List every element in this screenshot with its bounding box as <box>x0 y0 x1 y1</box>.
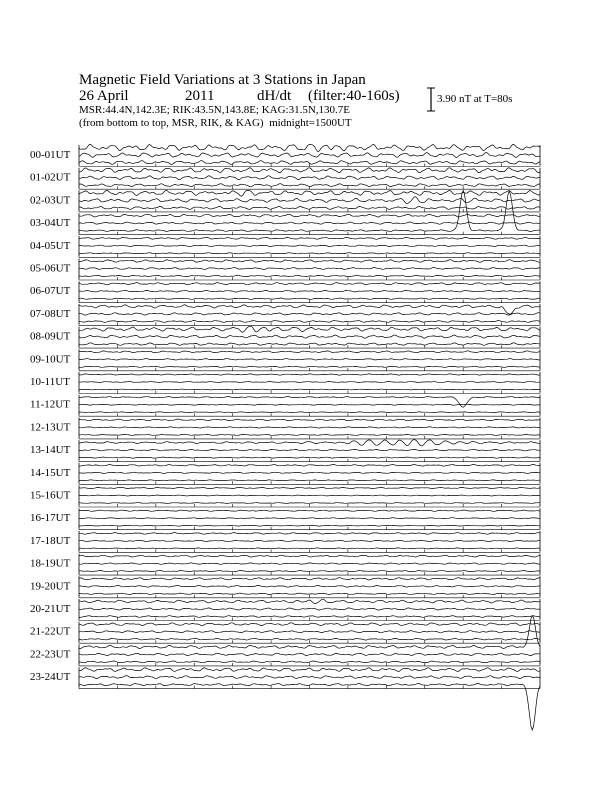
scale-bar <box>427 88 435 111</box>
station-trace-rik <box>79 676 540 679</box>
station-trace-rik <box>79 472 540 473</box>
station-trace-rik <box>79 586 540 588</box>
station-trace-kag <box>79 555 540 557</box>
station-trace-kag <box>79 374 540 375</box>
station-trace-msr <box>79 434 540 435</box>
station-trace-rik <box>79 449 540 450</box>
hour-label: 05-06UT <box>30 262 71 275</box>
station-trace-kag <box>79 237 540 239</box>
hour-label: 10-11UT <box>30 376 70 388</box>
station-trace-kag <box>79 623 540 626</box>
hour-label: 14-15UT <box>30 466 71 479</box>
hour-label: 09-10UT <box>30 353 71 366</box>
hour-row <box>30 616 540 666</box>
station-trace-rik <box>79 335 540 338</box>
hour-row <box>30 236 540 257</box>
station-trace-rik <box>79 222 540 224</box>
station-trace-msr <box>79 638 540 640</box>
hour-row <box>30 554 540 576</box>
station-trace-kag <box>79 305 540 314</box>
station-trace-kag <box>79 214 540 217</box>
station-trace-rik <box>79 359 540 360</box>
station-trace-rik <box>79 290 540 292</box>
station-trace-msr <box>79 275 540 277</box>
hour-row <box>30 168 540 190</box>
station-trace-rik <box>79 495 540 496</box>
hour-row <box>30 531 540 553</box>
station-trace-kag <box>79 144 540 151</box>
date-day: 26 April <box>79 88 129 104</box>
hour-row <box>30 190 540 212</box>
station-trace-msr <box>79 412 540 413</box>
station-trace-kag <box>79 351 540 353</box>
hour-label: 23-24UT <box>30 671 71 684</box>
hour-row <box>30 667 540 730</box>
station-trace-kag <box>79 397 540 408</box>
station-trace-rik <box>79 268 540 270</box>
hour-label: 20-21UT <box>30 603 71 615</box>
hour-row <box>30 349 540 371</box>
station-trace-msr <box>79 571 540 572</box>
hour-label: 06-07UT <box>30 285 71 298</box>
date-year: 2011 <box>185 88 215 104</box>
station-trace-rik <box>79 540 540 541</box>
hour-label: 22-23UT <box>30 648 71 661</box>
station-trace-rik <box>79 631 540 633</box>
station-trace-msr <box>79 457 540 458</box>
station-trace-msr <box>79 525 540 526</box>
station-trace-rik <box>79 608 540 610</box>
hour-row <box>30 440 540 462</box>
hour-label: 16-17UT <box>30 512 71 525</box>
hour-rows <box>30 144 540 730</box>
station-trace-msr <box>79 389 540 390</box>
hour-row <box>30 599 540 621</box>
hour-label: 03-04UT <box>30 217 71 230</box>
station-trace-rik <box>79 404 540 405</box>
hour-row <box>30 622 540 644</box>
chart-title: Magnetic Field Variations at 3 Stations in Japan <box>79 72 366 88</box>
station-trace-rik <box>79 153 540 158</box>
hour-label: 17-18UT <box>30 534 71 547</box>
hour-row <box>30 144 540 166</box>
hour-row <box>30 281 540 303</box>
station-trace-kag <box>79 326 540 332</box>
station-trace-rik <box>79 382 540 383</box>
hour-label: 21-22UT <box>30 625 71 638</box>
station-trace-kag <box>79 487 540 488</box>
hour-row <box>30 191 540 235</box>
hour-label: 13-14UT <box>30 444 71 457</box>
scale-bar-label: 3.90 nT at T=80s <box>437 93 513 105</box>
quantity-label: dH/dt <box>257 88 292 104</box>
hour-label: 19-20UT <box>30 580 71 593</box>
hour-label: 01-02UT <box>30 171 71 184</box>
hour-label: 11-12UT <box>30 398 70 411</box>
station-trace-msr <box>79 593 540 594</box>
hour-label: 08-09UT <box>30 330 71 343</box>
station-trace-rik <box>79 518 540 519</box>
station-trace-msr <box>79 253 540 254</box>
hour-row <box>30 463 540 485</box>
filter-label: (filter:40-160s) <box>308 88 400 104</box>
hour-row <box>30 576 540 598</box>
station-trace-rik <box>79 427 540 428</box>
hour-row <box>30 326 540 348</box>
station-trace-msr <box>79 480 540 481</box>
station-trace-rik <box>79 653 540 655</box>
hour-label: 18-19UT <box>30 557 71 570</box>
station-trace-rik <box>79 245 540 246</box>
station-trace-kag <box>79 283 540 285</box>
hour-label: 04-05UT <box>30 239 71 252</box>
station-trace-kag <box>79 533 540 535</box>
hour-label: 02-03UT <box>30 194 71 207</box>
station-trace-kag <box>79 168 540 173</box>
station-trace-msr <box>79 616 540 618</box>
station-trace-kag <box>79 419 540 421</box>
station-trace-kag <box>79 599 540 603</box>
hour-label: 00-01UT <box>30 149 71 161</box>
station-trace-rik <box>79 197 540 204</box>
station-trace-kag <box>79 668 540 672</box>
station-trace-msr <box>79 683 540 730</box>
station-trace-msr <box>79 298 540 299</box>
station-trace-kag <box>79 190 540 196</box>
station-trace-msr <box>79 343 540 346</box>
station-trace-msr <box>79 320 540 322</box>
station-trace-kag <box>79 465 540 467</box>
station-trace-kag <box>79 510 540 511</box>
station-trace-rik <box>79 176 540 180</box>
hour-label: 15-16UT <box>30 489 71 502</box>
stations-info: MSR:44.4N,142.3E; RIK:43.5N,143.8E; KAG:31.5N,130.7E <box>79 104 351 116</box>
hour-row <box>30 417 540 439</box>
station-trace-rik <box>79 563 540 564</box>
station-trace-msr <box>79 548 540 549</box>
station-trace-msr <box>79 366 540 367</box>
station-trace-rik <box>79 313 540 315</box>
midnight-note: midnight=1500UT <box>269 117 352 129</box>
station-trace-msr <box>79 661 540 663</box>
station-trace-kag <box>79 578 540 580</box>
hour-row <box>30 304 540 326</box>
hour-row <box>30 486 540 508</box>
station-trace-kag <box>79 440 540 446</box>
hour-label: 07-08UT <box>30 307 71 320</box>
hour-row <box>30 508 540 530</box>
station-trace-kag <box>79 260 540 263</box>
hour-row <box>30 259 540 281</box>
station-order: (from bottom to top, MSR, RIK, & KAG) <box>79 117 264 129</box>
hour-row <box>30 395 540 417</box>
hour-label: 12-13UT <box>30 421 71 434</box>
hour-row <box>30 372 540 394</box>
station-trace-msr <box>79 503 540 504</box>
